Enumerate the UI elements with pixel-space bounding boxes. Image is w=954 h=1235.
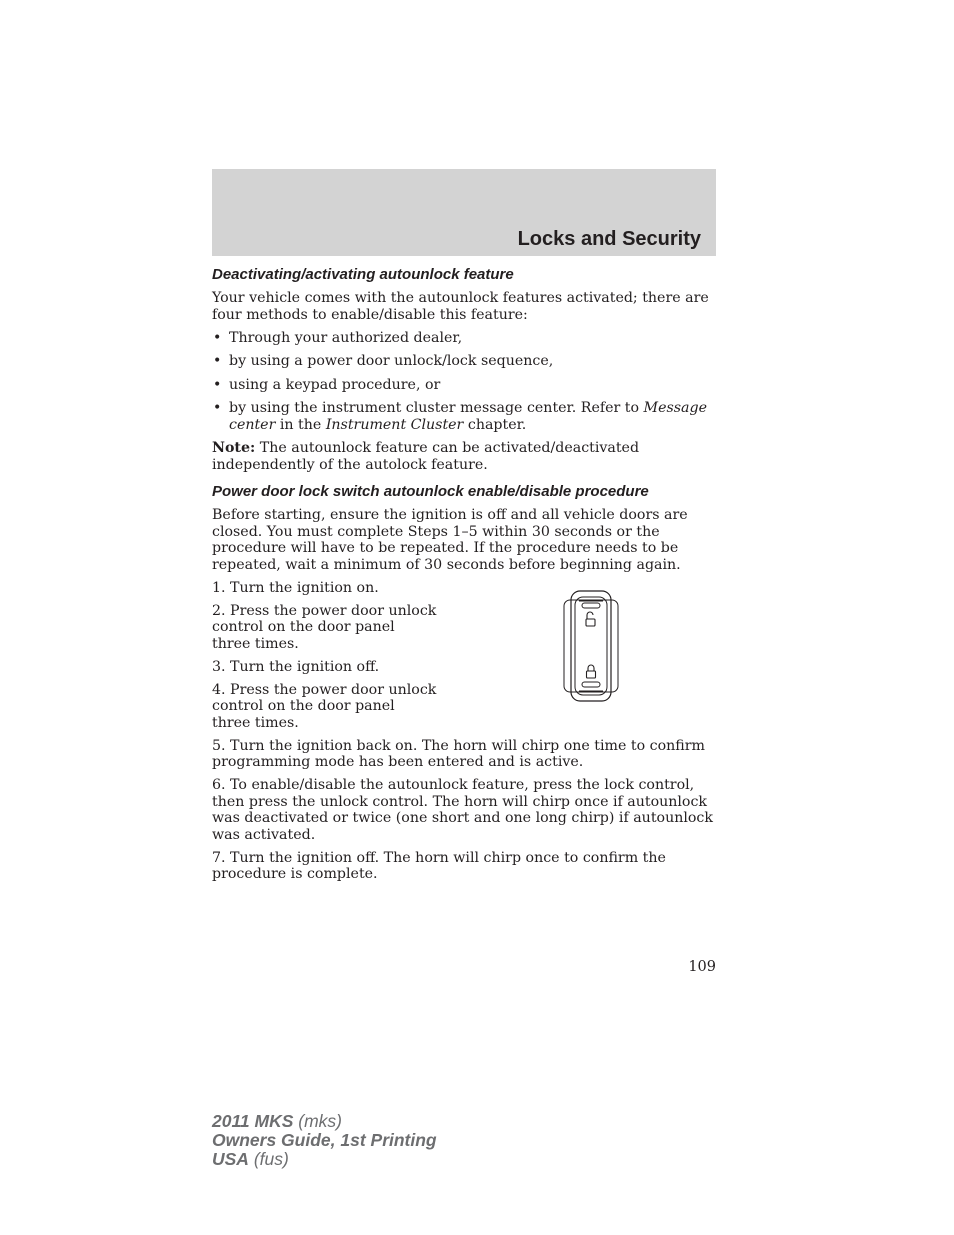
- paragraph-intro: Your vehicle comes with the autounlock features activated; there are four methods to enable/disable this feature:: [212, 290, 709, 323]
- list-item: • using a keypad procedure, or: [213, 376, 441, 393]
- step-item: 3. Turn the ignition off.: [212, 658, 380, 675]
- door-lock-switch-icon: [563, 588, 619, 704]
- step-item: 1. Turn the ignition on.: [212, 579, 379, 596]
- step-item: 2. Press the power door unlock control on the door panel three times.: [212, 602, 437, 652]
- chapter-header-band: [212, 169, 716, 256]
- methods-list: [212, 330, 718, 434]
- document-footer: [212, 1112, 437, 1169]
- list-item: • by using the instrument cluster message center. Refer to Message center in the Instrument Cluster chapter.: [213, 400, 707, 433]
- list-item: • by using a power door unlock/lock sequence,: [213, 353, 554, 369]
- footer-line-guide: Owners Guide, 1st Printing: [212, 1130, 437, 1150]
- chapter-title: Locks and Security: [517, 228, 701, 250]
- message-center-ref: Message center: [229, 400, 707, 433]
- list-item: • Through your authorized dealer,: [213, 329, 463, 346]
- footer-line-region: USA (fus): [212, 1149, 289, 1169]
- step-item: 4. Press the power door unlock control on the door panel three times.: [212, 681, 437, 731]
- section-heading-procedure: Power door lock switch autounlock enable/disable procedure: [212, 483, 649, 500]
- step-item: 7. Turn the ignition off. The horn will chirp once to confirm the procedure is complete.: [212, 849, 666, 882]
- note-paragraph: Note: The autounlock feature can be activated/deactivated independently of the autolock feature.: [212, 440, 640, 473]
- paragraph-procedure-intro: Before starting, ensure the ignition is off and all vehicle doors are closed. You must complete Steps 1–5 within 30 seconds or the procedure will have to be repeated. If the procedure needs to be repeated, wait a minimum of 30 seconds before beginning again.: [212, 507, 688, 573]
- footer-line-model: 2011 MKS (mks): [212, 1111, 342, 1131]
- step-item: 5. Turn the ignition back on. The horn will chirp one time to confirm programming mode has been entered and is active.: [212, 737, 705, 770]
- section-heading-autounlock: Deactivating/activating autounlock feature: [212, 266, 514, 283]
- instrument-cluster-ref: Instrument Cluster: [325, 416, 464, 433]
- page-number: 109: [688, 959, 716, 975]
- step-item: 6. To enable/disable the autounlock feature, press the lock control, then press the unlock control. The horn will chirp once if autounlock was deactivated or twice (one short and one long chirp) if autounlock was activated.: [212, 777, 713, 843]
- page-content: [212, 265, 718, 889]
